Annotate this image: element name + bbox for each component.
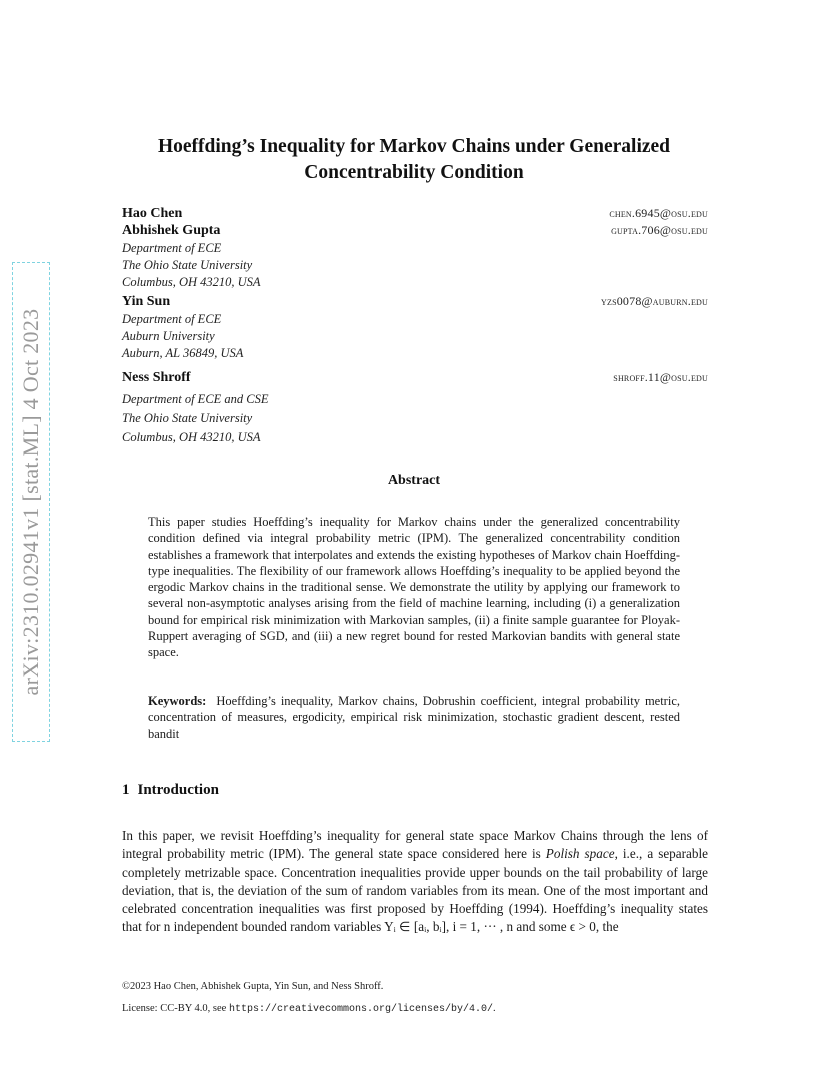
affiliation-line: Auburn, AL 36849, USA xyxy=(122,346,244,360)
keywords-text: Hoeffding’s inequality, Markov chains, Dobrushin coefficient, integral probability metric, concentration of measures, ergodicity, empirical risk minimization, stochastic gradient descent, rested bandit xyxy=(148,694,680,741)
abstract-heading: Abstract xyxy=(387,473,441,488)
intro-text: In this paper, we revisit Hoeffding’s inequality for general state space Markov Chains through the lens of integral probability metric (IPM). The general state space considered here is xyxy=(122,828,708,862)
introduction-paragraph xyxy=(122,827,708,937)
author-affiliation xyxy=(122,311,708,362)
license-suffix: . xyxy=(492,1003,496,1014)
license-prefix: License: CC-BY 4.0, see xyxy=(122,1003,229,1014)
author-row-ness-shroff xyxy=(122,370,708,390)
abstract-text: This paper studies Hoeffding’s inequality for Markov chains under the generalized concentrability condition defined via integral probability metric (IPM). The generalized concentrability condition establishes a framework that interpolates and extends the existing hypotheses of Markov chain Hoeffding-type inequalities. The flexibility of our framework allows Hoeffding’s inequality to be applied beyond the ergodic Markov chains in the traditional sense. We demonstrate the utility by applying our framework to several non-asymptotic analyses arising from the field of machine learning, including (i) a generalization bound for empirical risk minimization with Markovian samples, (ii) a finite sample guarantee for Ployak-Ruppert averaging of SGD, and (iii) a new regret bound for rested Markovian bandits with general state space. xyxy=(148,515,680,660)
author-email: chen.6945@osu.edu xyxy=(609,206,708,220)
author-affiliation xyxy=(122,390,708,447)
author-name: Abhishek Gupta xyxy=(122,223,221,238)
arxiv-stamp xyxy=(12,262,50,742)
author-affiliation xyxy=(122,240,708,291)
author-group-auburn xyxy=(122,294,708,362)
affiliation-line: Department of ECE xyxy=(122,241,222,255)
author-email: shroff.11@osu.edu xyxy=(613,370,708,384)
intro-text: , i.e., a separable completely metrizable space. Concentration inequalities provide upper bounds on the tail probability of large deviation, that is, the deviation of the sum of random variables from its mean. One of the most important and celebrated concentration inequalities was first proposed by Hoeffding (1994). Hoeffding’s inequality states that for n independent bounded random variables Yᵢ ∈ [aᵢ, bᵢ], i = 1, ··· , n and some ϵ > 0, the xyxy=(122,846,708,935)
author-row-abhishek-gupta xyxy=(122,223,708,240)
affiliation-line: The Ohio State University xyxy=(122,258,253,272)
author-name: Ness Shroff xyxy=(122,370,191,385)
paper-title xyxy=(100,134,728,186)
author-row-yin-sun xyxy=(122,294,708,311)
affiliation-line: The Ohio State University xyxy=(122,411,253,425)
section-title: Introduction xyxy=(137,782,219,798)
affiliation-line: Auburn University xyxy=(122,329,215,343)
title-line-2: Concentrability Condition xyxy=(304,162,524,183)
author-email: gupta.706@osu.edu xyxy=(611,223,708,237)
title-line-1: Hoeffding’s Inequality for Markov Chains under Generalized xyxy=(157,136,671,157)
affiliation-line: Department of ECE and CSE xyxy=(122,392,269,406)
keywords-label: Keywords: xyxy=(148,694,207,708)
author-group-osu xyxy=(122,206,708,291)
keywords xyxy=(148,693,680,742)
author-email: yzs0078@auburn.edu xyxy=(601,294,708,308)
affiliation-line: Department of ECE xyxy=(122,312,222,326)
arxiv-stamp-text: arXiv:2310.02941v1 [stat.ML] 4 Oct 2023 xyxy=(18,308,43,696)
author-row-hao-chen xyxy=(122,206,708,223)
intro-emphasis: Polish space xyxy=(545,846,615,862)
affiliation-line: Columbus, OH 43210, USA xyxy=(122,275,261,289)
affiliation-line: Columbus, OH 43210, USA xyxy=(122,430,261,444)
section-number: 1 xyxy=(122,782,130,798)
author-name: Yin Sun xyxy=(122,294,171,309)
copyright-note: ©2023 Hao Chen, Abhishek Gupta, Yin Sun, and Ness Shroff. xyxy=(122,981,384,992)
license-note xyxy=(122,1003,496,1015)
license-link[interactable]: https://creativecommons.org/licenses/by/4.0/ xyxy=(228,1004,493,1015)
author-name: Hao Chen xyxy=(122,206,183,221)
section-heading-introduction xyxy=(122,782,219,799)
author-group-osu-cse xyxy=(122,370,708,447)
